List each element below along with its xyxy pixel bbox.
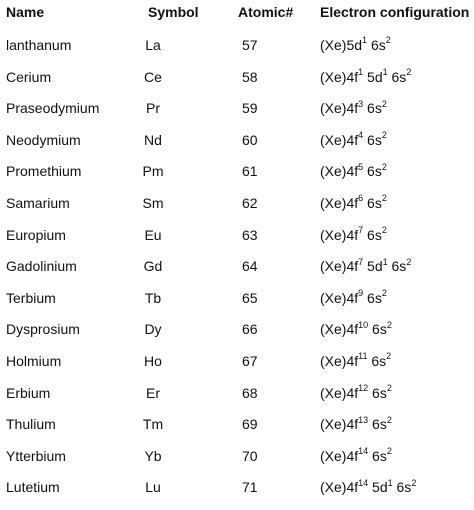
atomic-number: 59 — [242, 100, 258, 117]
element-symbol: Tb — [144, 289, 162, 306]
config-orbital: (Xe)4f — [320, 289, 359, 306]
table-row — [0, 289, 474, 321]
table-row — [0, 352, 474, 384]
electron-configuration — [320, 131, 387, 149]
element-symbol: Tm — [142, 416, 164, 433]
config-orbital: 6s — [370, 37, 386, 53]
element-name: Thulium — [6, 416, 56, 433]
config-orbital: (Xe)4f — [320, 226, 359, 243]
element-name: Lutetium — [6, 479, 60, 496]
electron-configuration — [320, 194, 387, 212]
header-electron-configuration: Electron configuration — [320, 4, 470, 20]
element-symbol: Ce — [144, 68, 162, 85]
config-superscript: 2 — [381, 224, 387, 235]
config-orbital: (Xe)4f — [320, 447, 359, 464]
config-orbital: 6s — [372, 321, 387, 338]
config-superscript: 2 — [386, 319, 392, 330]
table-row — [0, 226, 474, 258]
config-orbital: 6s — [391, 258, 407, 275]
atomic-number: 70 — [242, 447, 258, 464]
element-name: Praseodymium — [6, 100, 100, 117]
element-name: Ytterbium — [6, 447, 66, 464]
config-superscript: 2 — [406, 66, 412, 77]
table-row — [0, 68, 474, 100]
config-orbital: (Xe)4f — [320, 258, 359, 275]
table-row — [0, 131, 474, 163]
config-superscript: 2 — [386, 351, 392, 362]
electron-configuration — [320, 352, 391, 370]
element-symbol: Ho — [144, 353, 162, 369]
element-name: Erbium — [6, 384, 51, 401]
element-name: Dysprosium — [6, 321, 80, 338]
element-name: Samarium — [6, 195, 70, 211]
config-superscript: 11 — [358, 351, 368, 362]
table-row — [0, 415, 474, 447]
config-orbital: 5d — [367, 258, 383, 275]
config-orbital: (Xe)4f — [320, 68, 359, 85]
table-row — [0, 194, 474, 226]
electron-configuration — [320, 289, 387, 307]
config-superscript: 2 — [406, 256, 412, 267]
atomic-number: 64 — [242, 258, 258, 275]
config-superscript: 14 — [358, 477, 369, 488]
config-superscript: 2 — [381, 98, 387, 109]
config-superscript: 10 — [358, 319, 369, 330]
table-row — [0, 36, 474, 68]
header-atomic-number: Atomic# — [238, 4, 294, 20]
config-superscript: 1 — [382, 66, 388, 77]
table-row — [0, 447, 474, 479]
element-symbol: Dy — [144, 321, 162, 338]
element-name: Cerium — [6, 68, 52, 85]
header-name: Name — [6, 4, 45, 20]
element-symbol: Sm — [142, 195, 164, 211]
atomic-number: 69 — [242, 416, 258, 433]
config-orbital: 5d — [372, 479, 388, 496]
electron-configuration — [320, 478, 416, 496]
atomic-number: 67 — [242, 353, 258, 369]
atomic-number: 66 — [242, 321, 258, 338]
config-superscript: 1 — [362, 35, 368, 46]
atomic-number: 58 — [242, 68, 258, 85]
config-orbital: (Xe)4f — [320, 384, 359, 401]
config-superscript: 6 — [358, 193, 364, 204]
electron-configuration — [320, 447, 392, 465]
electron-configuration — [320, 99, 387, 117]
atomic-number: 65 — [242, 289, 258, 306]
element-name: Promethium — [6, 163, 82, 180]
element-name: Terbium — [6, 289, 56, 306]
config-superscript: 5 — [358, 161, 364, 172]
config-superscript: 2 — [381, 161, 387, 172]
table-row — [0, 478, 474, 510]
element-symbol: Er — [146, 384, 160, 401]
atomic-number: 61 — [242, 163, 258, 180]
table-row — [0, 257, 474, 289]
config-superscript: 2 — [411, 477, 417, 488]
config-orbital: 6s — [372, 447, 387, 464]
config-orbital: 5d — [367, 68, 383, 85]
electron-configuration — [320, 68, 411, 86]
electron-configuration — [320, 415, 392, 433]
config-orbital: 6s — [396, 479, 412, 496]
config-superscript: 1 — [387, 477, 393, 488]
config-orbital: 6s — [367, 163, 382, 180]
config-superscript: 2 — [381, 130, 387, 141]
config-superscript: 1 — [358, 66, 364, 77]
element-symbol: Eu — [144, 226, 162, 243]
config-orbital: 6s — [367, 226, 382, 243]
config-orbital: 6s — [367, 100, 382, 117]
config-superscript: 2 — [386, 446, 392, 457]
config-orbital: 6s — [372, 416, 387, 433]
config-orbital: (Xe)4f — [320, 416, 359, 433]
config-orbital: (Xe)4f — [320, 163, 359, 180]
config-orbital: (Xe)4f — [320, 321, 359, 338]
atomic-number: 60 — [242, 131, 258, 148]
config-superscript: 3 — [358, 98, 364, 109]
config-superscript: 7 — [358, 224, 364, 235]
element-name: lanthanum — [6, 37, 72, 53]
config-orbital: (Xe)5d — [320, 37, 363, 53]
element-symbol: Pr — [146, 100, 160, 117]
config-superscript: 1 — [382, 256, 388, 267]
config-orbital: 6s — [372, 384, 387, 401]
config-orbital: 6s — [391, 68, 407, 85]
config-superscript: 2 — [386, 382, 392, 393]
electron-configuration — [320, 320, 392, 338]
config-superscript: 13 — [358, 414, 369, 425]
electron-configuration — [320, 257, 411, 275]
config-orbital: 6s — [367, 289, 382, 306]
element-name: Holmium — [6, 353, 62, 369]
config-superscript: 7 — [358, 256, 364, 267]
element-name: Neodymium — [6, 131, 81, 148]
config-superscript: 12 — [358, 382, 369, 393]
table-row — [0, 99, 474, 131]
table-row — [0, 384, 474, 416]
atomic-number: 71 — [242, 479, 258, 496]
element-symbol: Pm — [142, 163, 164, 180]
element-symbol: La — [145, 37, 161, 53]
atomic-number: 63 — [242, 226, 258, 243]
table-row — [0, 162, 474, 194]
config-superscript: 2 — [381, 288, 387, 299]
config-orbital: 6s — [371, 353, 387, 369]
config-superscript: 14 — [358, 446, 369, 457]
config-orbital: 6s — [367, 195, 382, 211]
element-name: Europium — [6, 226, 66, 243]
config-orbital: (Xe)4f — [320, 131, 359, 148]
config-orbital: 6s — [367, 131, 382, 148]
config-superscript: 9 — [358, 288, 364, 299]
config-superscript: 4 — [358, 130, 364, 141]
element-symbol: Gd — [143, 258, 163, 275]
config-orbital: (Xe)4f — [320, 353, 359, 369]
header-symbol: Symbol — [148, 4, 199, 20]
atomic-number: 68 — [242, 384, 258, 401]
electron-configuration — [320, 162, 387, 180]
atomic-number: 57 — [242, 37, 258, 53]
electron-configuration — [320, 226, 387, 244]
element-symbol: Nd — [144, 131, 162, 148]
electron-configuration — [320, 384, 392, 402]
config-superscript: 2 — [386, 414, 392, 425]
electron-configuration — [320, 36, 391, 54]
element-symbol: Yb — [144, 447, 162, 464]
config-orbital: (Xe)4f — [320, 100, 359, 117]
config-superscript: 2 — [381, 193, 387, 204]
element-name: Gadolinium — [6, 258, 77, 275]
table-row — [0, 320, 474, 352]
config-orbital: (Xe)4f — [320, 195, 359, 211]
atomic-number: 62 — [242, 195, 258, 211]
config-orbital: (Xe)4f — [320, 479, 359, 496]
element-symbol: Lu — [145, 479, 161, 496]
config-superscript: 2 — [385, 35, 391, 46]
